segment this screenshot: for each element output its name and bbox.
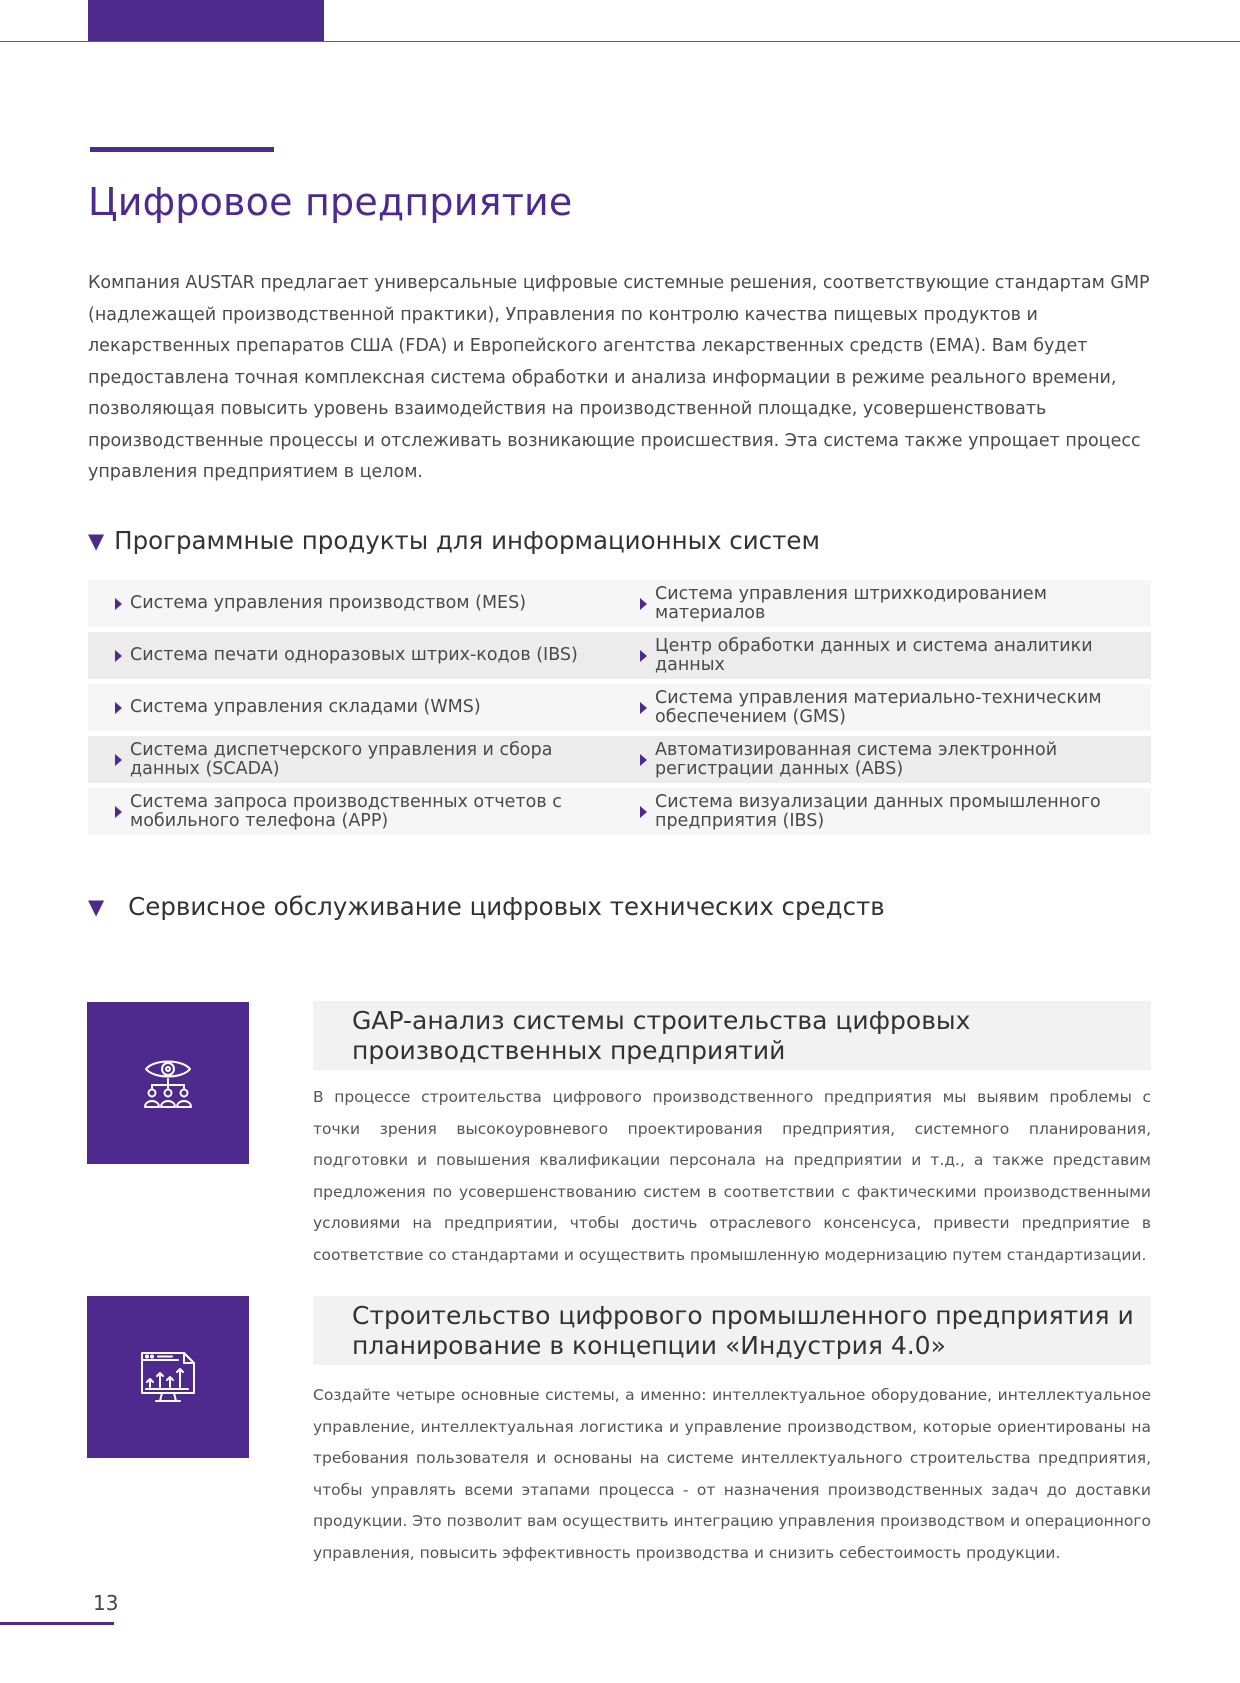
- table-row: [88, 580, 1151, 627]
- product-item: [626, 741, 1151, 779]
- product-item: [88, 698, 626, 717]
- service-description: В процессе строительства цифрового производственного предприятия мы выявим проблемы с точки зрения высокоуровневого проектирования предприятия, системного планирования, подготовки и повышения квалификации персонала на предприятии и т.д., а также представим предложения по усовершенствованию систем в соответствии с фактическими производственными условиями на предприятии, чтобы достичь отраслевого консенсуса, привести предприятие в соответствие со стандартами и осуществить промышленную модернизацию путем стандартизации.: [313, 1088, 1151, 1264]
- caret-right-icon: [115, 806, 122, 818]
- triangle-down-icon: ▼: [88, 528, 105, 553]
- product-item: [626, 793, 1151, 831]
- service-section-title: Сервисное обслуживание цифровых технических средств: [128, 892, 885, 921]
- header-tab: [88, 0, 324, 42]
- product-label: Система печати одноразовых штрих-кодов (IBS): [130, 645, 578, 665]
- product-item: [88, 646, 626, 665]
- analytics-monitor-icon: [138, 1347, 198, 1407]
- product-label: Центр обработки данных и система аналитики данных: [655, 635, 1093, 675]
- product-label: Система диспетчерского управления и сбора данных (SCADA): [130, 739, 553, 779]
- caret-right-icon: [115, 754, 122, 766]
- table-row: [88, 788, 1151, 835]
- product-label: Система запроса производственных отчетов с мобильного телефона (APP): [130, 791, 562, 831]
- caret-right-icon: [115, 650, 122, 662]
- product-item: [626, 585, 1151, 623]
- product-label: Система управления производством (MES): [130, 593, 527, 613]
- title-rule: [90, 147, 274, 152]
- service-title: GAP-анализ системы строительства цифровых производственных предприятий: [313, 1001, 1151, 1070]
- software-section-heading: [88, 526, 820, 555]
- intro-paragraph: Компания AUSTAR предлагает универсальные цифровые системные решения, соответствующие стандартам GMP (надлежащей производственной практики), Управления по контролю качества пищевых продуктов и лекарственных препаратов США (FDA) и Европейского агентства лекарственных средств (EMA). Вам будет предоставлена точная комплексная система обработки и анализа информации в режиме реального времени, позволяющая повысить уровень взаимодействия на производственной площадке, усовершенствовать производственные процессы и отслеживать возникающие происшествия. Эта система также упрощает процесс управления предприятием в целом.: [88, 273, 1150, 482]
- page-number: 13: [93, 1591, 119, 1615]
- product-item: [88, 793, 626, 831]
- product-item: [626, 689, 1151, 727]
- eye-team-icon-box: [87, 1002, 249, 1164]
- caret-right-icon: [640, 598, 647, 610]
- service-title: Строительство цифрового промышленного предприятия и планирование в концепции «Индустрия 4.0»: [313, 1296, 1151, 1365]
- service-section-heading: [88, 892, 885, 921]
- eye-team-icon: [140, 1055, 196, 1111]
- caret-right-icon: [115, 702, 122, 714]
- analytics-monitor-icon-box: [87, 1296, 249, 1458]
- table-row: [88, 736, 1151, 783]
- software-products-table: [88, 580, 1151, 840]
- service-description: Создайте четыре основные системы, а именно: интеллектуальное оборудование, интеллектуальное управление, интеллектуальная логистика и управление производством, которые ориентированы на требования пользователя и основаны на системе интеллектуального строительства предприятия, чтобы управлять всеми этапами процесса - от назначения производственных задач до доставки продукции. Это позволит вам осуществить интеграцию управления производством и операционного управления, повысить эффективность производства и снизить себестоимость продукции.: [313, 1386, 1151, 1562]
- caret-right-icon: [115, 598, 122, 610]
- product-label: Система управления складами (WMS): [130, 697, 481, 717]
- product-item: [626, 637, 1151, 675]
- product-label: Система визуализации данных промышленного предприятия (IBS): [655, 791, 1101, 831]
- caret-right-icon: [640, 806, 647, 818]
- caret-right-icon: [640, 650, 647, 662]
- software-section-title: Программные продукты для информационных систем: [114, 526, 820, 555]
- caret-right-icon: [640, 754, 647, 766]
- triangle-down-icon: ▼: [88, 894, 105, 919]
- table-row: [88, 632, 1151, 679]
- product-label: Система управления материально-техническим обеспечением (GMS): [655, 687, 1102, 727]
- header-line: [0, 41, 1240, 42]
- product-label: Система управления штрихкодированием материалов: [655, 583, 1047, 623]
- page-number-rule: [0, 1622, 114, 1625]
- page-title: Цифровое предприятие: [88, 180, 573, 224]
- product-label: Автоматизированная система электронной регистрации данных (ABS): [655, 739, 1058, 779]
- table-row: [88, 684, 1151, 731]
- product-item: [88, 594, 626, 613]
- caret-right-icon: [640, 702, 647, 714]
- product-item: [88, 741, 626, 779]
